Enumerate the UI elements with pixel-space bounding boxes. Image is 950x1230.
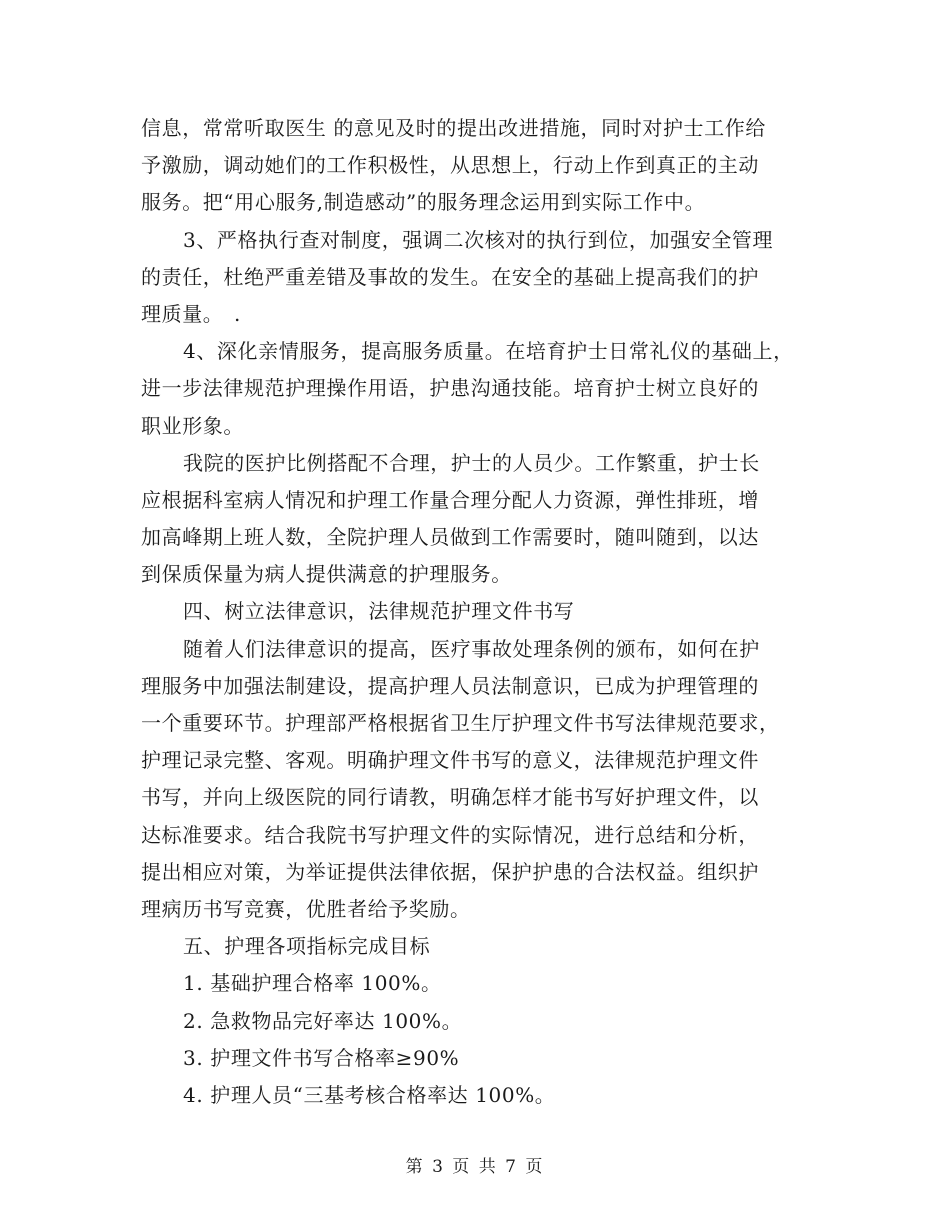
list-item: 2. 急救物品完好率达 100%。 [183, 1008, 463, 1033]
body-line: 3、严格执行查对制度，强调二次核对的执行到位，加强安全管理 [183, 227, 774, 252]
page-number-footer: 第 3 页 共 7 页 [405, 1157, 545, 1177]
body-line: 加高峰期上班人数，全院护理人员做到工作需要时，随叫随到，以达 [141, 525, 759, 550]
body-line: 予激励，调动她们的工作积极性，从思想上，行动上作到真正的主动 [141, 153, 759, 178]
body-line: 4、深化亲情服务，提高服务质量。在培育护士日常礼仪的基础上， [183, 339, 794, 364]
document-body [141, 110, 821, 1114]
body-line: 随着人们法律意识的提高，医疗事故处理条例的颁布，如何在护 [183, 636, 760, 661]
body-line: 达标准要求。结合我院书写护理文件的实际情况，进行总结和分析， [141, 822, 759, 847]
body-line: 的责任，杜绝严重差错及事故的发生。在安全的基础上提高我们的护 [141, 264, 759, 289]
body-line: 进一步法律规范护理操作用语，护患沟通技能。培育护士树立良好的 [141, 376, 759, 401]
body-line: 提出相应对策，为举证提供法律依据，保护护患的合法权益。组织护 [141, 859, 759, 884]
body-line: 一个重要环节。护理部严格根据省卫生厅护理文件书写法律规范要求， [141, 711, 780, 735]
body-line: 书写，并向上级医院的同行请教，明确怎样才能书写好护理文件，以 [141, 785, 759, 810]
body-line: 信息，常常听取医生 的意见及时的提出改进措施，同时对护士工作给 [141, 116, 766, 140]
body-line: 理服务中加强法制建设，提高护理人员法制意识，已成为护理管理的 [141, 673, 759, 698]
body-line: 我院的医护比例搭配不合理，护士的人员少。工作繁重，护士长 [183, 450, 760, 475]
body-line: 护理记录完整、客观。明确护理文件书写的意义，法律规范护理文件 [141, 748, 759, 773]
body-line: 到保质保量为病人提供满意的护理服务。 [141, 562, 512, 587]
list-item: 1. 基础护理合格率 100%。 [183, 971, 442, 996]
body-line: 职业形象。 [141, 413, 244, 438]
body-line: 理质量。 . [141, 301, 241, 326]
body-line: 理病历书写竞赛，优胜者给予奖励。 [141, 896, 471, 921]
section-heading: 五、护理各项指标完成目标 [183, 934, 431, 959]
body-line: 服务。把“用心服务,制造感动”的服务理念运用到实际工作中。 [141, 190, 706, 215]
list-item: 3. 护理文件书写合格率≥90% [183, 1045, 460, 1070]
body-line: 应根据科室病人情况和护理工作量合理分配人力资源，弹性排班，增 [141, 487, 759, 512]
list-item: 4. 护理人员“三基考核合格率达 100%。 [183, 1082, 556, 1107]
section-heading: 四、树立法律意识，法律规范护理文件书写 [183, 599, 575, 624]
